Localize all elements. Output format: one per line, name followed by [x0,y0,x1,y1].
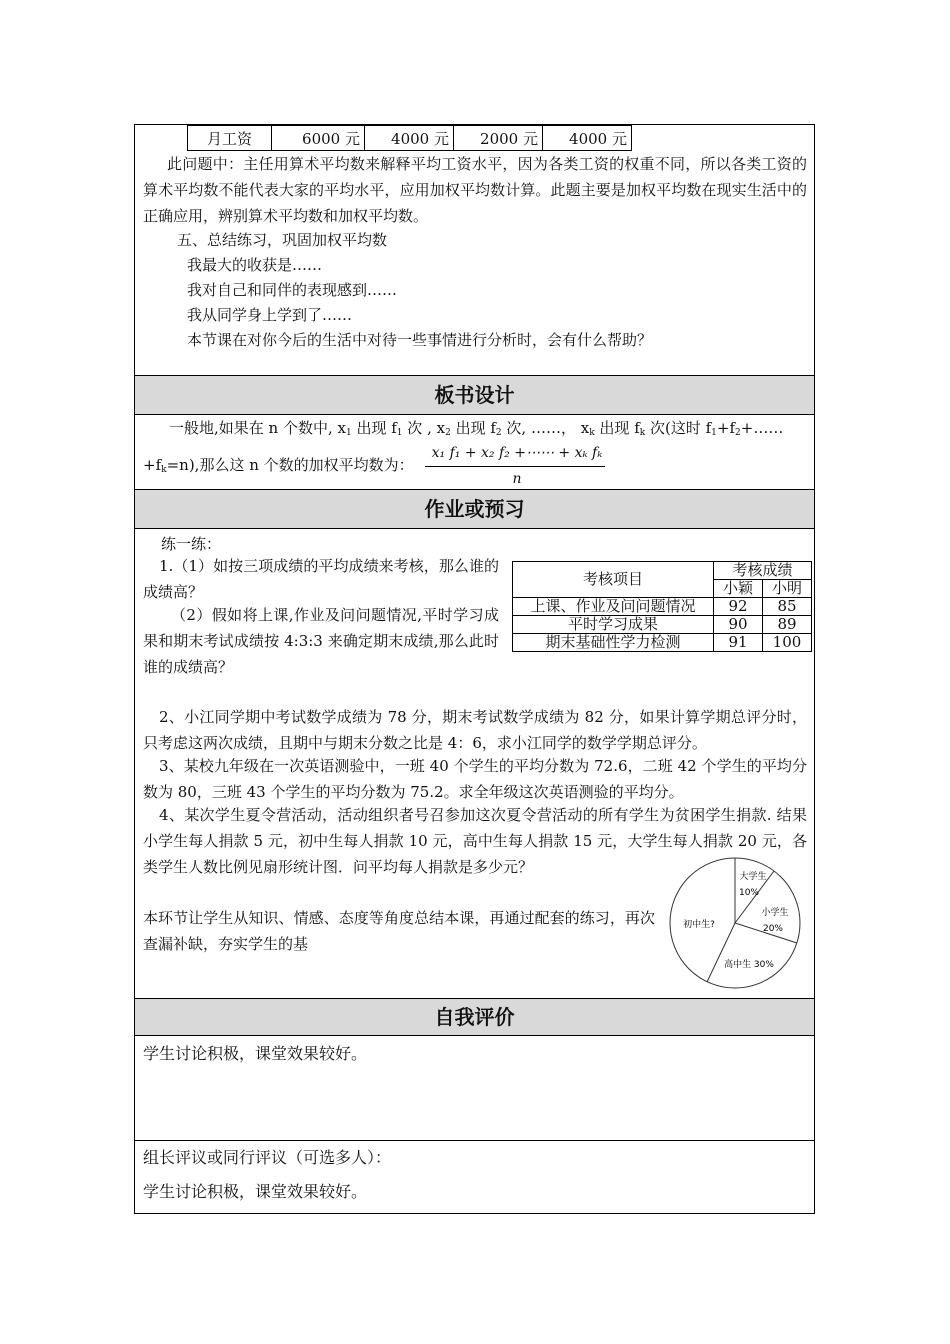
board-title: 板书设计 [135,376,814,414]
question-3: 3、某校九年级在一次英语测验中，一班 40 个学生的平均分数为 72.6，二班 42 个学生的平均分数为 80，三班 43 个学生的平均分数为 75.2。求全年级这次英语测验的平均分。 [143,757,807,801]
lesson-plan-frame [134,124,815,1214]
question-4-part1: 4、某次学生夏令营活动，活动组织者号召参加这次夏令营活动的所有学生为贫困学生捐款. 结果小学生每人捐款 5 元，初中生每人捐款 10 元，高中生每人捐款 15 元，大学生每人捐款 20 元，各类学生人数比例见扇形统计图．问平均每人捐款是多少元？ [143,806,807,876]
fraction-bar [425,466,605,467]
score-header-score: 考核成绩 [714,562,812,580]
pie-label-college: 大学生 [739,872,767,882]
wage-header: 月工资 [188,126,272,151]
score-row-b: 85 [763,598,812,616]
pie-label-middle: 初中生? [683,920,715,930]
summary-note: 本环节让学生从知识、情感、态度等角度总结本课，再通过配套的练习，再次查漏补缺，夯实学生的基 [143,909,655,953]
score-row-b: 100 [763,634,812,652]
score-row-item: 平时学习成果 [513,616,714,634]
score-table [512,561,812,652]
self-eval-text: 学生讨论积极，课堂效果较好。 [143,1044,368,1063]
score-row-item: 上课、作业及问问题情况 [513,598,714,616]
question-1b: （2）假如将上课,作业及问问题情况,平时学习成果和期末考试成绩按 4:3:3 来确定期末成绩,那么此时谁的成绩高？ [143,606,499,676]
score-header-a: 小颖 [714,580,763,598]
score-row-a: 92 [714,598,763,616]
score-header-item: 考核项目 [513,562,714,598]
practice-label: 练一练： [161,535,222,553]
peer-eval-text: 学生讨论积极，课堂效果较好。 [143,1182,368,1201]
board-definition-line: 一般地,如果在 n 个数中, $x_1$ 出现 $f_1$ 次 , $x_2$ 出现 $f_2$ 次, ……， $x_k$ 出现 $f_k$ 次(这时 $f_1+f_2+\dots\dots$ [169,419,784,438]
pie-label-college-pct: 10% [738,888,760,898]
formula-numerator: x₁ f₁ + x₂ f₂ +⋯⋯ + xₖ fₖ [431,445,603,461]
pie-label-high: 高中生 30% [724,960,774,970]
reflection-line: 我最大的收获是…… [187,256,323,274]
pie-label-primary-pct: 20% [762,924,784,934]
donation-pie-chart [667,855,803,991]
board-formula-intro: $+f_k=n$),那么这 n 个数的加权平均数为： [143,456,414,475]
reflection-line: 本节课在对你今后的生活中对待一些事情进行分析时，会有什么帮助？ [187,331,653,349]
formula-denominator: n [512,471,522,487]
peer-eval-label: 组长评议或同行评议（可选多人）： [143,1148,392,1167]
score-row-b: 89 [763,616,812,634]
score-header-b: 小明 [763,580,812,598]
wage-cell: 4000 元 [365,126,454,151]
wage-cell: 6000 元 [272,126,365,151]
question-2: 2、小江同学期中考试数学成绩为 78 分，期末考试数学成绩为 82 分，如果计算学期总评分时，只考虑这两次成绩，且期中与期末分数之比是 4：6，求小江同学的数学学期总评分。 [143,708,807,752]
score-row-a: 91 [714,634,763,652]
reflection-line: 我从同学身上学到了…… [187,306,353,324]
wage-table [187,125,632,151]
wage-cell: 4000 元 [543,126,632,151]
question-1a: 1.（1）如按三项成绩的平均成绩来考核，那么谁的成绩高？ [143,557,499,601]
homework-title: 作业或预习 [135,490,814,528]
wage-cell: 2000 元 [454,126,543,151]
pie-label-primary: 小学生 [761,908,789,918]
score-row-a: 90 [714,616,763,634]
self-eval-title: 自我评价 [135,999,814,1035]
analysis-paragraph: 此问题中：主任用算术平均数来解释平均工资水平，因为各类工资的权重不同，所以各类工资的算术平均数不能代表大家的平均水平，应用加权平均数计算。此题主要是加权平均数在现实生活中的正确应用，辨别算术平均数和加权平均数。 [143,155,807,225]
reflection-line: 我对自己和同伴的表现感到…… [187,281,398,299]
step5-heading: 五、总结练习，巩固加权平均数 [177,231,388,249]
score-row-item: 期末基础性学力检测 [513,634,714,652]
